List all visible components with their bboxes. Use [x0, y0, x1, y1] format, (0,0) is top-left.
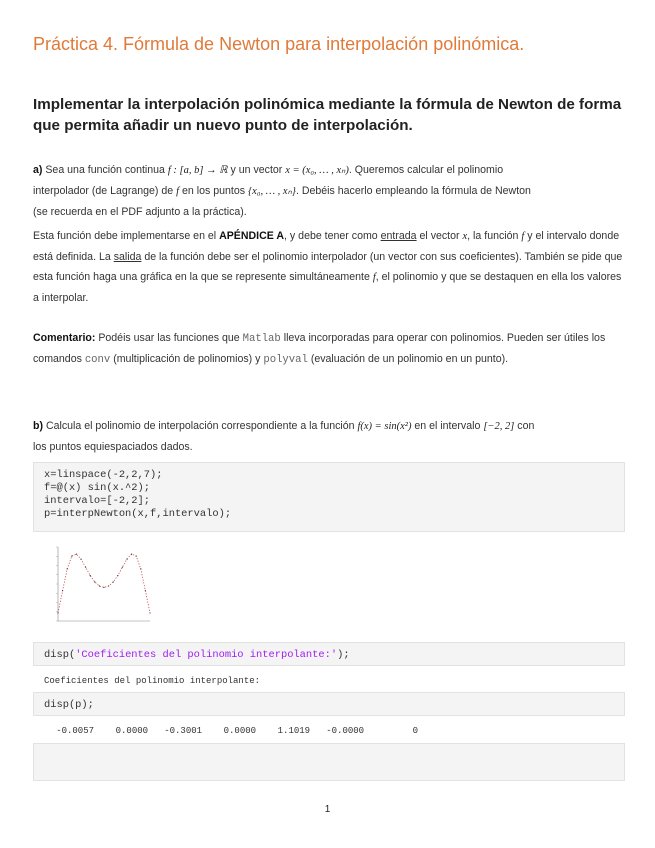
math-vector-x: x = (x₀, … , xₙ) [285, 165, 349, 176]
part-b-paragraph: b) Calcula el polinomio de interpolación correspondiente a la función f(x) = sin(x²) en el intervalo [−2, 2] con los puntos equiespaciados dados. [33, 420, 535, 453]
code-line: f=@(x) sin(x.^2); [44, 482, 151, 494]
data-point [99, 585, 100, 586]
part-a-label: a) [33, 164, 43, 176]
page-number: 1 [324, 804, 331, 815]
code-cell-1[interactable] [33, 462, 625, 532]
plot-axes [58, 547, 150, 621]
math-point-set: {x₀, … , xₙ} [247, 186, 296, 197]
data-point [71, 555, 72, 556]
data-point [90, 575, 91, 576]
data-point [103, 587, 104, 588]
data-point [57, 612, 58, 613]
section-heading: Implementar la interpolación polinómica mediante la fórmula de Newton de forma que permita añadir un nuevo punto de interpolación. [33, 96, 622, 134]
math-interval: [−2, 2] [483, 421, 515, 432]
code-cell-3[interactable]: disp(p); [33, 692, 625, 716]
interpolation-plot [50, 543, 155, 628]
code-line: x=linspace(-2,2,7); [44, 469, 163, 481]
output-text-1: Coeficientes del polinomio interpolante: [44, 676, 261, 686]
empty-code-cell[interactable] [33, 743, 625, 781]
math-sin-function: f(x) = sin(x²) [357, 421, 412, 432]
data-point [122, 567, 123, 568]
series-line [58, 554, 150, 613]
data-point [76, 553, 77, 554]
data-point [149, 612, 150, 613]
code-cell-2[interactable]: disp('Coeficientes del polinomio interpolante:'); [33, 642, 625, 666]
data-point [117, 575, 118, 576]
data-point [80, 559, 81, 560]
data-point [126, 559, 127, 560]
data-point [94, 581, 95, 582]
part-a-paragraph: a) Sea una función continua f : [a, b] → ℝ y un vector x = (x₀, … , xₙ). Queremos calcular el polinomio interpolador (de Lagrange) de f en los puntos {x₀, … , xₙ}. Debéis hacerlo empleando la fórmula de Newton (se recuerda en el PDF adjunto a la práctica). [33, 164, 531, 218]
data-point [113, 581, 114, 582]
data-point [140, 568, 141, 569]
page-title: Práctica 4. Fórmula de Newton para interpolación polinómica. [33, 34, 525, 54]
code-line: intervalo=[-2,2]; [44, 495, 151, 507]
comment-label: Comentario: [33, 332, 96, 344]
string-literal: 'Coeficientes del polinomio interpolante:' [75, 649, 338, 661]
appendix-paragraph: Esta función debe implementarse en el APÉNDICE A, y debe tener como entrada el vector x, la función f y el intervalo donde está definida. La salida de la función debe ser el polinomio interpolador (un vector con sus coeficientes). También se pide que esta función haga una gráfica en la que se represente simultáneamente f, el polinomio y que se destaquen en ella los valores a interpolar. [33, 230, 623, 304]
data-point [131, 553, 132, 554]
data-point [67, 568, 68, 569]
code-line: p=interpNewton(x,f,intervalo); [44, 508, 232, 520]
data-point [136, 555, 137, 556]
comment-paragraph: Comentario: Podéis usar las funciones que Matlab lleva incorporadas para operar con polinomios. Pueden ser útiles los comandos conv (multiplicación de polinomios) y polyval (evaluación de un polinomio en un punto). [33, 332, 606, 366]
data-point [145, 590, 146, 591]
part-b-label: b) [33, 420, 43, 432]
data-point [85, 567, 86, 568]
math-function-domain: f : [a, b] → ℝ [167, 165, 228, 176]
data-point [62, 590, 63, 591]
output-text-2: -0.0057 0.0000 -0.3001 0.0000 1.1019 -0.0000 0 [40, 726, 419, 736]
data-point [108, 585, 109, 586]
